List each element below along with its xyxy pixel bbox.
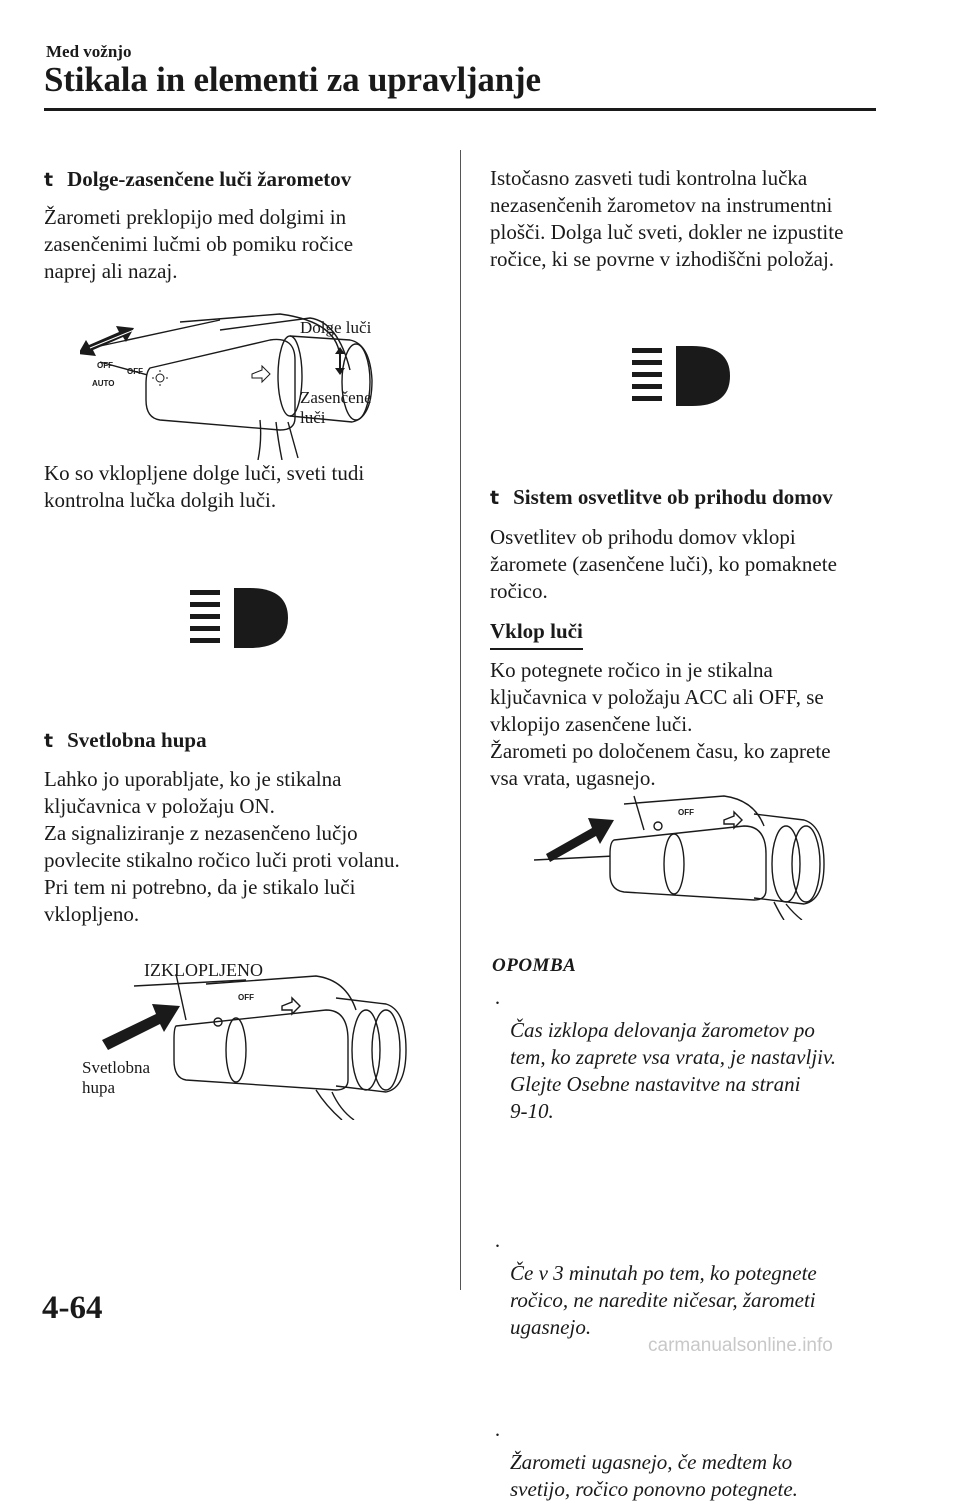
page-title: Stikala in elementi za upravljanje <box>44 60 541 99</box>
switch-label-off2: OFF <box>127 367 143 376</box>
heading-text: Svetlobna hupa <box>67 728 207 752</box>
bullet-icon: t <box>44 730 54 752</box>
bullet-icon: t <box>44 169 54 191</box>
heading-flash <box>44 727 207 754</box>
up-down-arrow-icon <box>333 346 347 376</box>
paragraph: Ko so vklopljene dolge luči, sveti tudi kontrolna lučka dolgih luči. <box>44 461 365 512</box>
high-beam-indicator-icon <box>190 586 290 650</box>
label-off: IZKLOPLJENO <box>144 960 263 980</box>
heading-coming-home <box>490 484 833 511</box>
label-high-beam: Dolge luči <box>300 318 372 337</box>
note-title: OPOMBA <box>492 955 577 976</box>
label-low-beam: Zasenčene luči <box>300 388 372 427</box>
paragraph: Istočasno zasveti tudi kontrolna lučka nezasenčenih žarometov na instrumentni plošči. Dolga luč sveti, dokler ne izpustite ročice, ki se povrne v izhodiščni položaj. <box>490 166 844 271</box>
switch-label-auto: AUTO <box>92 379 115 388</box>
page-number: 4-64 <box>42 1290 103 1326</box>
subheading: Vklop luči <box>490 618 583 650</box>
switch-label-off: OFF <box>97 361 113 370</box>
note-item <box>494 1233 900 1341</box>
heading-high-low-beam <box>44 166 351 193</box>
paragraph: Osvetlitev ob prihodu domov vklopi žaromete (zasenčene luči), ko pomaknete ročico. <box>490 525 837 603</box>
bullet-dot-icon: · <box>494 991 501 1015</box>
paragraph: Lahko jo uporabljate, ko je stikalna ključavnica v položaju ON. Za signaliziranje z nezasenčeno lučjo povlecite stikalno ročico luči proti volanu. Pri tem ni potrebno, da je stikalo luči vklopljeno. <box>44 767 400 926</box>
label-flash: Svetlobna hupa <box>82 1058 150 1097</box>
note-text: Če v 3 minutah po tem, ko potegnete ročico, ne naredite ničesar, žarometi ugasnejo. <box>510 1261 817 1339</box>
title-rule <box>44 108 876 111</box>
note-item <box>494 1422 900 1503</box>
heading-text: Dolge-zasenčene luči žarometov <box>67 167 352 191</box>
note-text: Čas izklopa delovanja žarometov po tem, ko zaprete vsa vrata, je nastavljiv. Glejte Osebne nastavitve na strani 9-10. <box>510 1018 837 1123</box>
switch-label-off: OFF <box>678 808 694 817</box>
note-item <box>494 990 900 1125</box>
high-beam-indicator-icon <box>632 344 732 408</box>
bullet-icon: t <box>490 487 500 509</box>
bullet-dot-icon: · <box>494 1234 501 1258</box>
bullet-dot-icon: · <box>494 1423 501 1447</box>
column-divider <box>460 150 461 1290</box>
section-name: Med vožnjo <box>46 42 132 61</box>
switch-label-off: OFF <box>238 993 254 1002</box>
watermark: carmanualsonline.info <box>648 1335 833 1356</box>
heading-text: Sistem osvetlitve ob prihodu domov <box>513 485 833 509</box>
note-text: Žarometi ugasnejo, če medtem ko svetijo, ročico ponovno potegnete. <box>510 1450 798 1501</box>
paragraph: Žarometi preklopijo med dolgimi in zasenčenimi lučmi ob pomiku ročice naprej ali nazaj. <box>44 205 354 283</box>
paragraph: Ko potegnete ročico in je stikalna ključavnica v položaju ACC ali OFF, se vklopijo zasenčene luči. Žarometi po določenem času, ko zaprete vsa vrata, ugasnejo. <box>490 658 831 790</box>
